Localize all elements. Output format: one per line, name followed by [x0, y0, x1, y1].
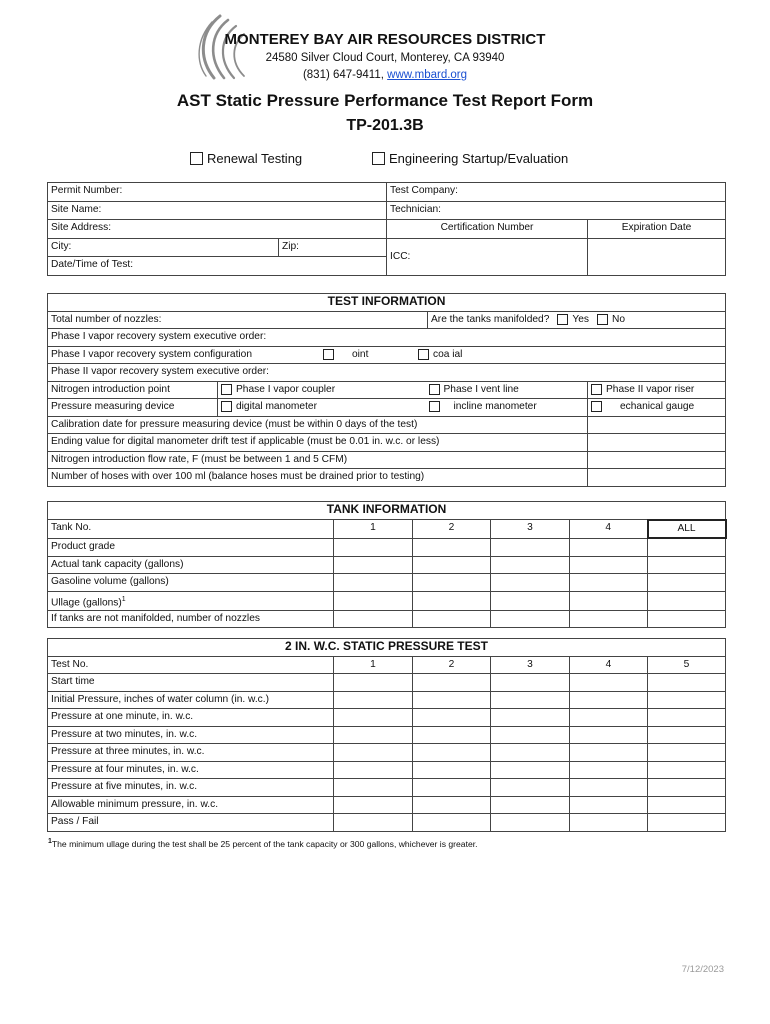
renewal-option: [190, 151, 302, 166]
drift-input[interactable]: [588, 434, 726, 452]
test-company-field[interactable]: Test Company:: [387, 183, 726, 202]
n2-opt1: [218, 381, 388, 399]
form-title: AST Static Pressure Performance Test Report Form: [176, 91, 594, 110]
test-row-label: Initial Pressure, inches of water column (in. w.c.): [48, 691, 334, 709]
test-cell[interactable]: [570, 726, 648, 744]
test-cell[interactable]: [491, 779, 570, 797]
test-col-1: 1: [334, 656, 413, 674]
test-cell[interactable]: [648, 761, 726, 779]
flow-rate-label: Nitrogen introduction flow rate, F (must be between 1 and 5 CFM): [48, 451, 588, 469]
manifolded-yes-label: Yes: [572, 313, 589, 325]
calibration-label: Calibration date for pressure measuring device (must be within 0 days of the test): [48, 416, 588, 434]
test-row-label: Pressure at five minutes, in. w.c.: [48, 779, 334, 797]
manifolded-field: [428, 311, 726, 329]
test-cell[interactable]: [570, 744, 648, 762]
tank-cell[interactable]: [491, 574, 570, 592]
tank-cell[interactable]: [570, 556, 648, 574]
organization-address: 24580 Silver Cloud Court, Monterey, CA 93940: [265, 52, 505, 64]
technician-field[interactable]: Technician:: [387, 201, 726, 220]
tank-cell[interactable]: [570, 574, 648, 592]
engineering-checkbox[interactable]: [372, 152, 385, 165]
tank-col-3: 3: [491, 520, 570, 539]
test-cell[interactable]: [570, 709, 648, 727]
engineering-option: [372, 151, 568, 166]
test-cell[interactable]: [334, 691, 413, 709]
site-name-field[interactable]: Site Name:: [48, 201, 387, 220]
tank-cell[interactable]: [491, 538, 570, 556]
ullage-footnote-mark: 1: [121, 595, 126, 603]
tank-col-2: 2: [413, 520, 491, 539]
tank-cell[interactable]: [648, 591, 726, 610]
organization-contact: [0, 69, 770, 81]
test-cell[interactable]: [570, 796, 648, 814]
tank-cell[interactable]: [334, 556, 413, 574]
test-cell[interactable]: [648, 726, 726, 744]
manifolded-no-label: No: [612, 313, 626, 325]
digital-manometer-checkbox[interactable]: [221, 401, 232, 412]
n2-vent-checkbox[interactable]: [429, 384, 440, 395]
pd-opt3: [588, 399, 726, 417]
test-cell[interactable]: [491, 761, 570, 779]
test-row-label: Pass / Fail: [48, 814, 334, 832]
site-address-field[interactable]: Site Address:: [48, 220, 387, 239]
test-cell[interactable]: [491, 674, 570, 692]
test-no-label: Test No.: [48, 656, 334, 674]
test-cell[interactable]: [334, 796, 413, 814]
pressure-test-table: [47, 638, 726, 832]
mechanical-gauge-checkbox[interactable]: [591, 401, 602, 412]
tank-cell[interactable]: [648, 610, 726, 628]
renewal-label: Renewal Testing: [207, 151, 303, 166]
n2-point-label: Nitrogen introduction point: [48, 381, 218, 399]
tank-col-1: 1: [334, 520, 413, 539]
test-cell[interactable]: [648, 691, 726, 709]
test-cell[interactable]: [491, 709, 570, 727]
icc-field[interactable]: ICC:: [387, 238, 588, 275]
organization-name: MONTEREY BAY AIR RESOURCES DISTRICT: [224, 31, 546, 48]
tank-cell[interactable]: [491, 610, 570, 628]
test-info-heading: TEST INFORMATION: [48, 294, 726, 312]
tank-info-table: [47, 501, 727, 628]
test-cell[interactable]: [413, 709, 491, 727]
test-row-label: Start time: [48, 674, 334, 692]
incline-manometer-checkbox[interactable]: [429, 401, 440, 412]
test-cell[interactable]: [570, 761, 648, 779]
test-cell[interactable]: [648, 814, 726, 832]
test-row-label: Allowable minimum pressure, in. w.c.: [48, 796, 334, 814]
zip-field[interactable]: Zip:: [279, 238, 387, 257]
n2-riser-checkbox[interactable]: [591, 384, 602, 395]
test-row-label: Pressure at three minutes, in. w.c.: [48, 744, 334, 762]
test-cell[interactable]: [413, 761, 491, 779]
phone-number: (831) 647-9411,: [302, 69, 384, 81]
config-coaxial-checkbox[interactable]: [418, 349, 429, 360]
config-two-point-label: oint: [352, 348, 369, 360]
test-cell[interactable]: [413, 674, 491, 692]
test-cell[interactable]: [648, 674, 726, 692]
hoses-input[interactable]: [588, 469, 726, 487]
phase1-config-field: [48, 346, 726, 364]
tank-cell[interactable]: [570, 610, 648, 628]
test-cell[interactable]: [413, 779, 491, 797]
test-col-5: 5: [648, 656, 726, 674]
tank-cell[interactable]: [570, 538, 648, 556]
footnote-mark: 1: [48, 838, 52, 845]
revision-date: 7/12/2023: [681, 964, 724, 975]
test-row-label: Pressure at four minutes, in. w.c.: [48, 761, 334, 779]
manifolded-label: Are the tanks manifolded?: [431, 313, 550, 325]
test-info-table: [47, 293, 726, 487]
pd-opt2: [388, 399, 588, 417]
test-cell[interactable]: [334, 726, 413, 744]
test-cell[interactable]: [413, 796, 491, 814]
test-col-3: 3: [491, 656, 570, 674]
tank-cell[interactable]: [491, 556, 570, 574]
test-cell[interactable]: [413, 814, 491, 832]
test-cell[interactable]: [491, 814, 570, 832]
flow-rate-input[interactable]: [588, 451, 726, 469]
city-field[interactable]: City:: [48, 238, 279, 257]
tank-cell[interactable]: [648, 556, 726, 574]
test-cell[interactable]: [334, 744, 413, 762]
tank-cell[interactable]: [334, 538, 413, 556]
phase1-config-label: Phase I vapor recovery system configuration: [51, 348, 253, 360]
tank-cell[interactable]: [334, 610, 413, 628]
test-cell[interactable]: [570, 779, 648, 797]
renewal-checkbox[interactable]: [190, 152, 203, 165]
site-info-table: [47, 182, 726, 276]
test-cell[interactable]: [334, 814, 413, 832]
tank-cell[interactable]: [413, 538, 491, 556]
tank-row-label: Gasoline volume (gallons): [48, 574, 334, 592]
tank-row-label: Actual tank capacity (gallons): [48, 556, 334, 574]
tank-cell[interactable]: [648, 574, 726, 592]
digital-manometer-label: digital manometer: [236, 401, 317, 412]
tank-info-heading: TANK INFORMATION: [48, 502, 726, 520]
mechanical-gauge-label: echanical gauge: [620, 401, 695, 412]
tank-cell[interactable]: [491, 591, 570, 610]
tank-cell[interactable]: [413, 610, 491, 628]
test-cell[interactable]: [570, 674, 648, 692]
tank-cell[interactable]: [413, 591, 491, 610]
website-link[interactable]: www.mbard.org: [387, 69, 468, 81]
phase1-exec-order-field[interactable]: Phase I vapor recovery system executive order:: [48, 329, 726, 347]
test-cell[interactable]: [648, 779, 726, 797]
n2-coupler-checkbox[interactable]: [221, 384, 232, 395]
config-coaxial-label: coa ial: [433, 348, 463, 360]
tank-col-4: 4: [570, 520, 648, 539]
tank-cell[interactable]: [413, 556, 491, 574]
test-cell[interactable]: [334, 674, 413, 692]
test-cell[interactable]: [648, 709, 726, 727]
incline-manometer-label: incline manometer: [453, 401, 537, 412]
pressure-device-label: Pressure measuring device: [48, 399, 218, 417]
phase2-exec-order-field[interactable]: Phase II vapor recovery system executive order:: [48, 364, 726, 382]
n2-coupler-label: Phase I vapor coupler: [236, 383, 336, 395]
test-cell[interactable]: [491, 691, 570, 709]
manifolded-no-checkbox[interactable]: [597, 314, 608, 325]
config-two-point-checkbox[interactable]: [323, 349, 334, 360]
n2-opt3: [588, 381, 726, 399]
footnote: [48, 838, 478, 849]
test-cell[interactable]: [413, 691, 491, 709]
test-row-label: Pressure at one minute, in. w.c.: [48, 709, 334, 727]
expiration-field[interactable]: [588, 238, 726, 275]
n2-vent-label: Phase I vent line: [443, 383, 519, 395]
permit-number-field[interactable]: Permit Number:: [48, 183, 387, 202]
cert-number-header: Certification Number: [387, 220, 588, 239]
test-cell[interactable]: [334, 761, 413, 779]
test-cell[interactable]: [491, 796, 570, 814]
tank-cell[interactable]: [334, 574, 413, 592]
test-cell[interactable]: [491, 726, 570, 744]
drift-label: Ending value for digital manometer drift test if applicable (must be 0.01 in. w.c. or less): [48, 434, 588, 452]
footnote-text: The minimum ullage during the test shall be 25 percent of the tank capacity or 300 gallons, whichever is greater.: [51, 838, 478, 849]
tank-cell[interactable]: [648, 538, 726, 556]
test-cell[interactable]: [570, 814, 648, 832]
test-cell[interactable]: [491, 744, 570, 762]
test-cell[interactable]: [413, 744, 491, 762]
test-col-4: 4: [570, 656, 648, 674]
tank-cell[interactable]: [570, 591, 648, 610]
engineering-label: Engineering Startup/Evaluation: [389, 151, 569, 166]
tank-col-all: ALL: [648, 520, 726, 539]
test-cell[interactable]: [570, 691, 648, 709]
tank-no-label: Tank No.: [48, 520, 334, 539]
test-cell[interactable]: [334, 709, 413, 727]
test-col-2: 2: [413, 656, 491, 674]
test-cell[interactable]: [413, 726, 491, 744]
expiration-header: Expiration Date: [588, 220, 726, 239]
datetime-field[interactable]: Date/Time of Test:: [48, 257, 387, 276]
n2-riser-label: Phase II vapor riser: [606, 383, 695, 395]
test-row-label: Pressure at two minutes, in. w.c.: [48, 726, 334, 744]
test-cell[interactable]: [334, 779, 413, 797]
test-cell[interactable]: [648, 796, 726, 814]
hoses-label: Number of hoses with over 100 ml (balance hoses must be drained prior to testing): [48, 469, 588, 487]
calibration-input[interactable]: [588, 416, 726, 434]
tank-cell[interactable]: [334, 591, 413, 610]
tank-row-label: If tanks are not manifolded, number of nozzles: [48, 610, 334, 628]
nozzle-count-field[interactable]: Total number of nozzles:: [48, 311, 428, 329]
ullage-row: [48, 591, 334, 610]
tank-row-label: Ullage (gallons): [51, 596, 122, 608]
tank-cell[interactable]: [413, 574, 491, 592]
pressure-test-heading: 2 IN. W.C. STATIC PRESSURE TEST: [48, 639, 726, 657]
manifolded-yes-checkbox[interactable]: [557, 314, 568, 325]
form-number: TP-201.3B: [346, 117, 424, 134]
pd-opt1: [218, 399, 388, 417]
tank-row-label: Product grade: [48, 538, 334, 556]
test-cell[interactable]: [648, 744, 726, 762]
n2-opt2: [388, 381, 588, 399]
